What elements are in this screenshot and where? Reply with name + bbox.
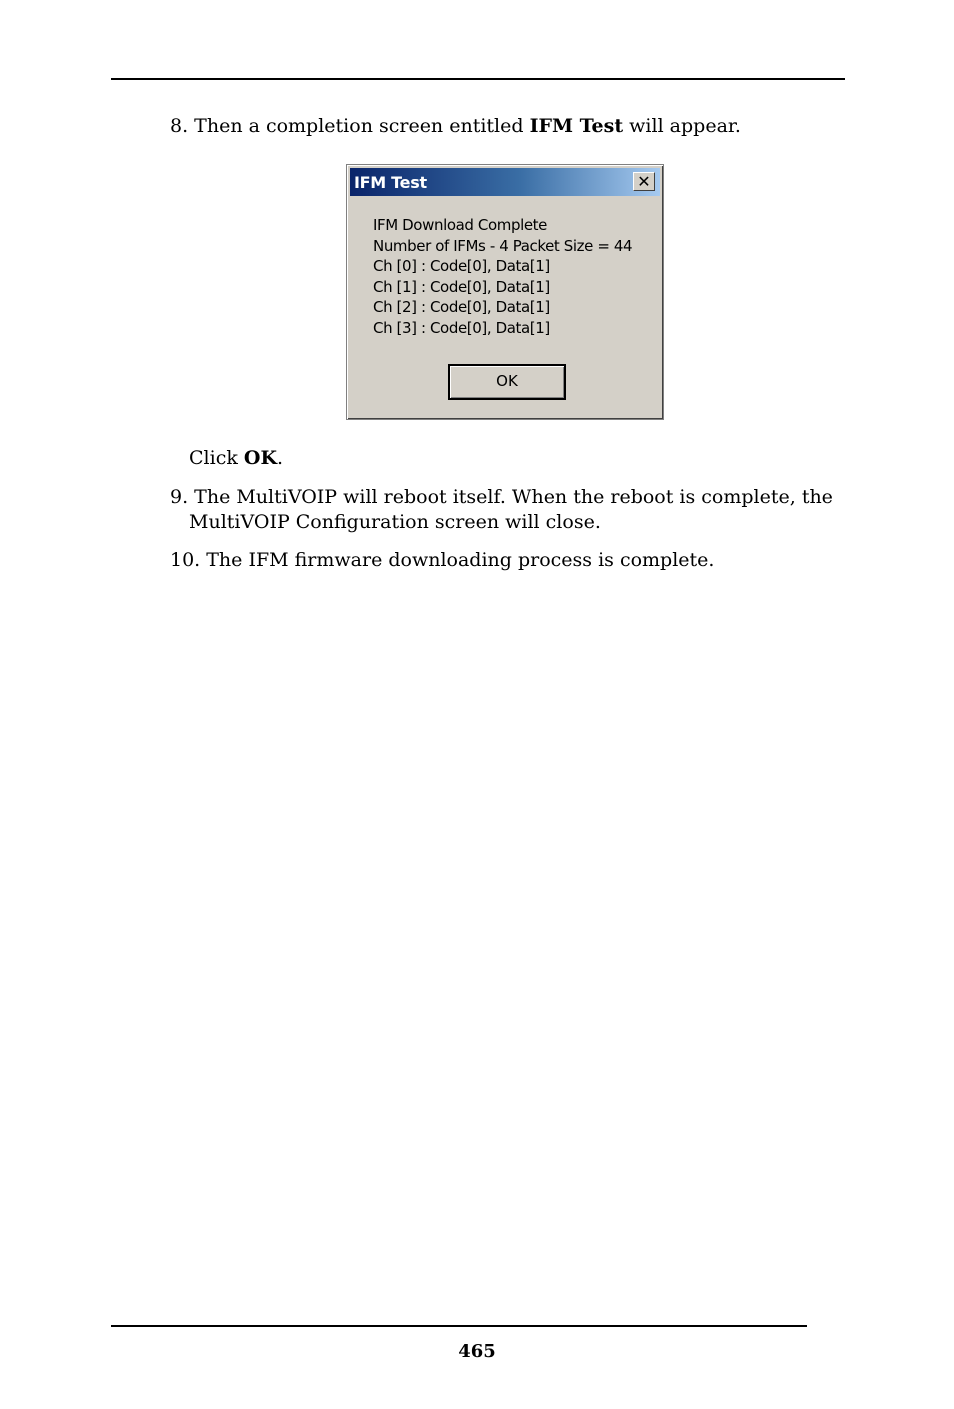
ok-button[interactable]: OK [448, 364, 566, 400]
step-8-text: 8. Then a completion screen entitled IFM Test will appear. [170, 115, 741, 137]
step-9-line-1: 9. The MultiVOIP will reboot itself. When the reboot is complete, the [170, 486, 833, 508]
dialog-titlebar[interactable] [350, 168, 660, 196]
step-9-text [170, 485, 833, 535]
message-line: IFM Download Complete [373, 216, 547, 234]
message-line: Number of IFMs - 4 Packet Size = 44 [373, 236, 633, 255]
ok-bold: OK [243, 447, 277, 469]
message-line: Ch [0] : Code[0], Data[1] [373, 257, 550, 276]
dialog-message [373, 215, 632, 339]
header-rule [111, 78, 845, 80]
message-line: Ch [1] : Code[0], Data[1] [373, 277, 550, 296]
page-number: 465 [458, 1341, 496, 1362]
step-10-text: 10. The IFM firmware downloading process is complete. [170, 549, 715, 571]
dialog-title: IFM Test [354, 173, 427, 192]
footer-rule [111, 1325, 807, 1327]
ifm-test-dialog [346, 164, 664, 420]
close-icon[interactable]: ✕ [633, 172, 655, 191]
dialog-name-bold: IFM Test [529, 115, 624, 137]
message-line: Ch [2] : Code[0], Data[1] [373, 298, 550, 317]
message-line: Ch [3] : Code[0], Data[1] [373, 318, 550, 337]
step-9-line-2: MultiVOIP Configuration screen will close. [189, 511, 601, 533]
click-ok-text: Click OK. [189, 447, 284, 469]
